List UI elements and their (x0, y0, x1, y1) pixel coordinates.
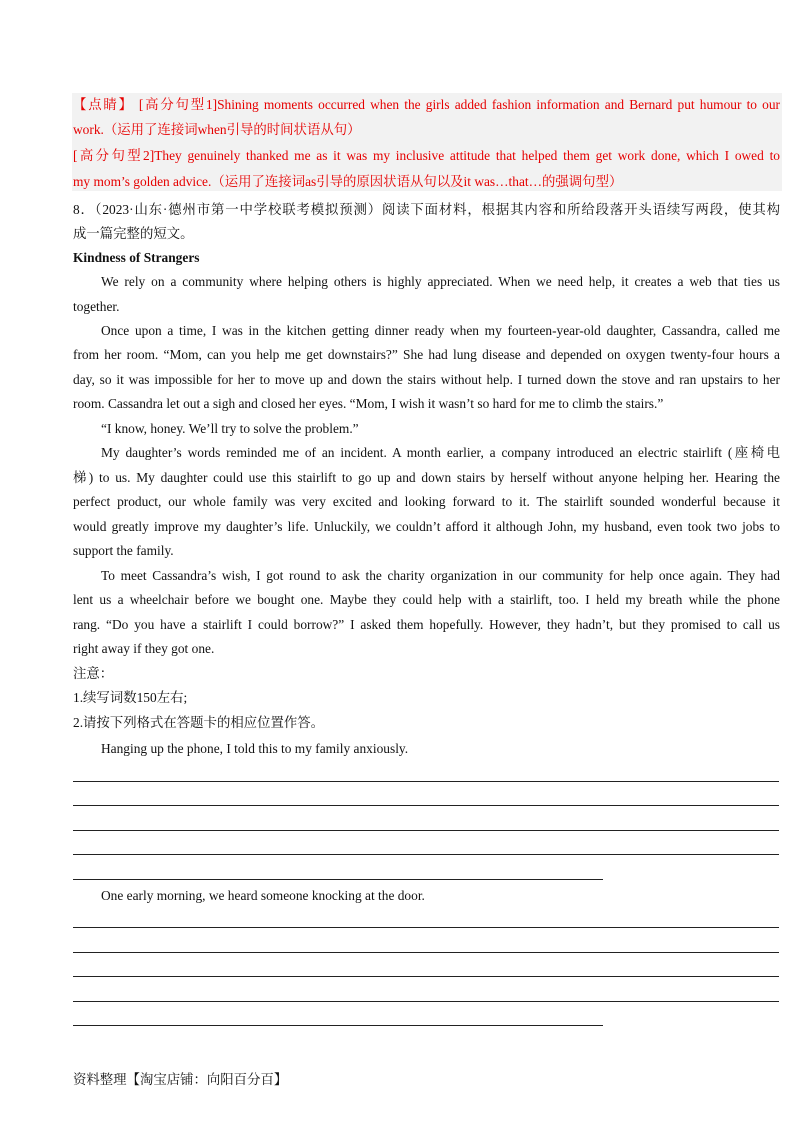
passage-line: To meet Cassandra’s wish, I got round to ask the charity organization in our community for help once again. They had (101, 568, 780, 583)
passage-line: together. (73, 299, 120, 314)
passage-line: right away if they got one. (73, 641, 215, 656)
continuation-prompt-1: Hanging up the phone, I told this to my family anxiously. (101, 741, 409, 756)
answer-line[interactable] (73, 927, 779, 928)
passage-line: Once upon a time, I was in the kitchen getting dinner ready when my fourteen-year-old daughter, Cassandra, called me (101, 323, 780, 338)
note-item-1: 1.续写词数150左右; (73, 690, 188, 705)
passage-line: rang. “Do you have a stairlift I could borrow?” I asked them hopefully. However, they hadn’t, but they promised to call us (73, 617, 780, 632)
passage-line: 梯) to us. My daughter could use this stairlift to go up and down stairs by herself without anyone helping her. Hearing the (73, 470, 780, 485)
answer-line[interactable] (73, 830, 779, 831)
passage-line: room. Cassandra let out a sigh and closed her eyes. “Mom, I wish it wasn’t so hard for me to climb the stairs.” (73, 396, 664, 411)
passage-title: Kindness of Strangers (73, 250, 200, 265)
comment-line-4: my mom’s golden advice.（运用了连接词as引导的原因状语从句以及it was…that…的强调句型） (73, 174, 623, 189)
answer-line[interactable] (73, 1025, 603, 1026)
answer-line[interactable] (73, 976, 779, 977)
passage-line: support the family. (73, 543, 174, 558)
answer-line[interactable] (73, 879, 603, 880)
continuation-prompt-2: One early morning, we heard someone knocking at the door. (101, 888, 425, 903)
answer-line[interactable] (73, 952, 779, 953)
comment-line-2: work.（运用了连接词when引导的时间状语从句） (73, 122, 361, 137)
question-header-line-1: 8．（2023·山东·德州市第一中学校联考模拟预测）阅读下面材料，根据其内容和所给段落开头语续写两段，使其构 (73, 202, 780, 217)
passage-line: My daughter’s words reminded me of an incident. A month earlier, a company introduced an electric stairlift (座椅电 (101, 445, 780, 460)
passage-line: “I know, honey. We’ll try to solve the problem.” (101, 421, 359, 436)
answer-line[interactable] (73, 854, 779, 855)
passage-line: day, so it was impossible for her to move up and down the stairs without help. I turned down the stove and ran upstairs to her (73, 372, 780, 387)
comment-line-1: 【点睛】 [高分句型1]Shining moments occurred when the girls added fashion information and Bernard put humour to our (73, 97, 780, 112)
passage-line: perfect product, our whole family was very excited and looking forward to it. The stairlift sounded wonderful because it (73, 494, 780, 509)
notes-label: 注意： (73, 666, 114, 681)
question-header-line-2: 成一篇完整的短文。 (73, 226, 194, 241)
passage-line: lent us a wheelchair before we bought one. Maybe they could help with a stairlift, too. I held my breath while the phone (73, 592, 780, 607)
answer-line[interactable] (73, 781, 779, 782)
passage-line: We rely on a community where helping others is highly appreciated. When we need help, it creates a web that ties us (101, 274, 780, 289)
comment-line-3: [高分句型2]They genuinely thanked me as it was my inclusive attitude that helped them get work done, which I owed to (73, 148, 780, 163)
note-item-2: 2.请按下列格式在答题卡的相应位置作答。 (73, 715, 325, 730)
passage-line: from her room. “Mom, can you help me get downstairs?” She had lung disease and depended on oxygen twenty-four hours a (73, 347, 780, 362)
footer-source: 资料整理【淘宝店铺：向阳百分百】 (73, 1072, 288, 1087)
answer-line[interactable] (73, 805, 779, 806)
passage-line: would greatly improve my daughter’s life. Unluckily, we couldn’t afford it although John, my husband, even took two jobs to (73, 519, 780, 534)
answer-line[interactable] (73, 1001, 779, 1002)
